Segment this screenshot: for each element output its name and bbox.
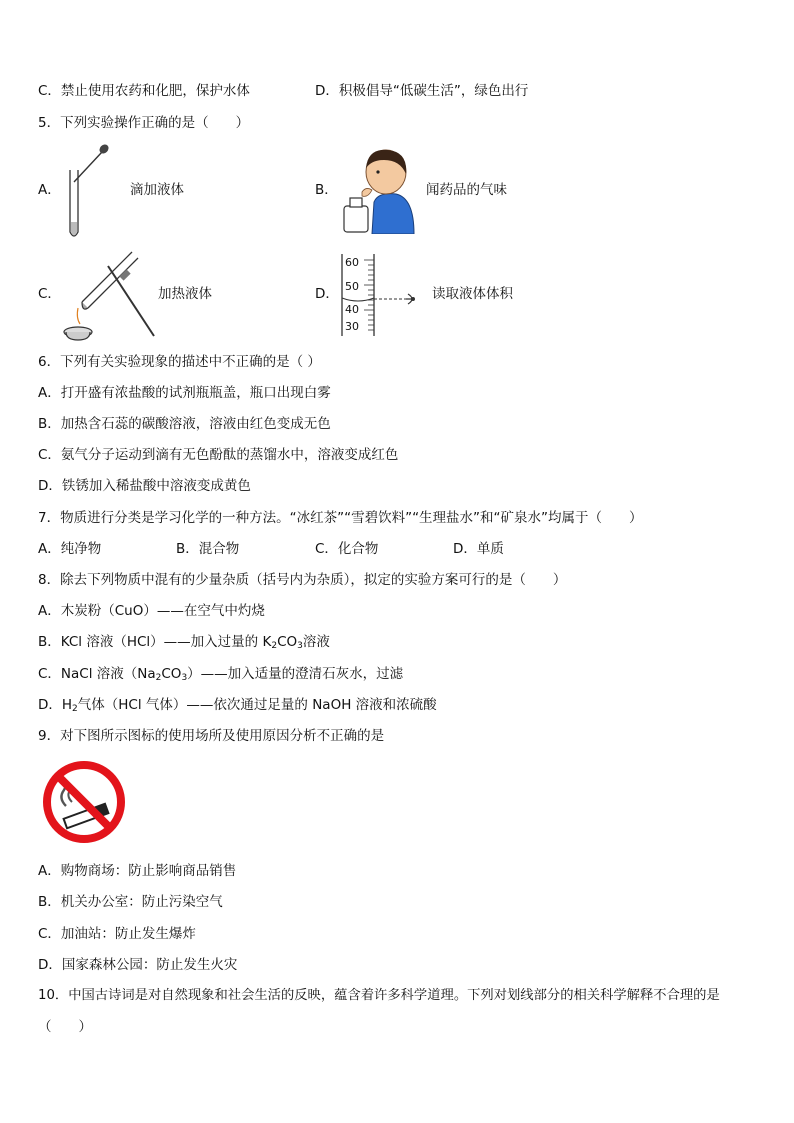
q8-option-b bbox=[38, 632, 330, 652]
q8-option-a: A．木炭粉（CuO）——在空气中灼烧 bbox=[38, 603, 265, 619]
q5-option-d-caption: 读取液体体积 bbox=[432, 286, 513, 302]
graduated-cylinder-figure bbox=[340, 252, 430, 338]
q5-option-c-caption: 加热液体 bbox=[158, 286, 212, 302]
q8-option-d-pre: D．H bbox=[38, 697, 73, 713]
q7-stem: 7．物质进行分类是学习化学的一种方法。“冰红茶”“雪碧饮料”“生理盐水”和“矿泉水”均属于（ ） bbox=[38, 510, 643, 526]
q9-stem: 9．对下图所示图标的使用场所及使用原因分析不正确的是 bbox=[38, 728, 385, 744]
q6-option-c: C．氨气分子运动到滴有无色酚酞的蒸馏水中，溶液变成红色 bbox=[38, 447, 399, 463]
q6-stem: 6．下列有关实验现象的描述中不正确的是（ ） bbox=[38, 354, 321, 370]
cylinder-mark-40: 40 bbox=[345, 303, 359, 316]
q10-stem: 10．中国古诗词是对自然现象和社会生活的反映，蕴含着许多科学道理。下列对划线部分的相关科学解释不合理的是 bbox=[38, 988, 720, 1003]
q8-option-c-mid: CO bbox=[161, 666, 182, 682]
cylinder-mark-60: 60 bbox=[345, 256, 359, 269]
q5-option-b-caption: 闻药品的气味 bbox=[426, 182, 507, 198]
q8-option-b-pre: B．KCl 溶液（HCl）——加入过量的 K bbox=[38, 634, 272, 650]
q8-option-d-sub1: 2 bbox=[72, 704, 78, 714]
q8-option-b-sub1: 2 bbox=[271, 641, 278, 651]
q8-option-c-post: ）——加入适量的澄清石灰水，过滤 bbox=[187, 666, 404, 682]
q6-option-d: D．铁锈加入稀盐酸中溶液变成黄色 bbox=[38, 478, 251, 494]
dropper-test-tube-figure bbox=[62, 142, 114, 242]
cylinder-mark-50: 50 bbox=[345, 280, 359, 293]
q8-option-b-sub2: 3 bbox=[297, 641, 303, 651]
q8-option-b-post: 溶液 bbox=[302, 634, 330, 650]
q5-stem: 5．下列实验操作正确的是（ ） bbox=[38, 115, 250, 131]
no-smoking-sign-icon bbox=[40, 758, 128, 846]
q8-option-c bbox=[38, 664, 403, 684]
q9-option-d: D．国家森林公园：防止发生火灾 bbox=[38, 957, 238, 973]
q6-option-b: B．加热含石蕊的碳酸溶液，溶液由红色变成无色 bbox=[38, 416, 331, 432]
q5-option-c-letter: C． bbox=[38, 286, 61, 302]
q9-option-a: A．购物商场：防止影响商品销售 bbox=[38, 863, 237, 879]
q8-stem: 8．除去下列物质中混有的少量杂质（括号内为杂质），拟定的实验方案可行的是（ ） bbox=[38, 572, 567, 588]
q9-option-c: C．加油站：防止发生爆炸 bbox=[38, 926, 196, 942]
q6-option-a: A．打开盛有浓盐酸的试剂瓶瓶盖，瓶口出现白雾 bbox=[38, 385, 331, 401]
q4-option-d: D．积极倡导“低碳生活”，绿色出行 bbox=[315, 83, 529, 99]
heating-liquid-figure bbox=[62, 244, 160, 342]
q10-answer-paren: （ ） bbox=[38, 1019, 92, 1035]
cylinder-mark-30: 30 bbox=[345, 320, 359, 333]
q8-option-b-mid: CO bbox=[277, 634, 298, 650]
q5-option-a-caption: 滴加液体 bbox=[130, 182, 184, 198]
q8-option-c-sub2: 3 bbox=[181, 673, 188, 683]
boy-smelling-bottle-figure bbox=[338, 142, 418, 234]
q7-option-c: C．化合物 bbox=[315, 541, 379, 557]
q8-option-d bbox=[38, 695, 437, 715]
q7-option-b: B．混合物 bbox=[176, 541, 240, 557]
q9-option-b: B．机关办公室：防止污染空气 bbox=[38, 894, 223, 910]
q8-option-c-sub1: 2 bbox=[155, 673, 162, 683]
q5-option-d-letter: D． bbox=[315, 286, 339, 302]
q8-option-d-post: 气体（HCl 气体）——依次通过足量的 NaOH 溶液和浓硫酸 bbox=[77, 697, 437, 713]
q5-option-b-letter: B． bbox=[315, 182, 338, 198]
q5-option-a-letter: A． bbox=[38, 182, 61, 198]
q4-option-c: C．禁止使用农药和化肥，保护水体 bbox=[38, 83, 250, 99]
q7-option-d: D．单质 bbox=[453, 541, 504, 557]
q8-option-c-pre: C．NaCl 溶液（Na bbox=[38, 666, 156, 682]
q7-option-a: A．纯净物 bbox=[38, 541, 102, 557]
